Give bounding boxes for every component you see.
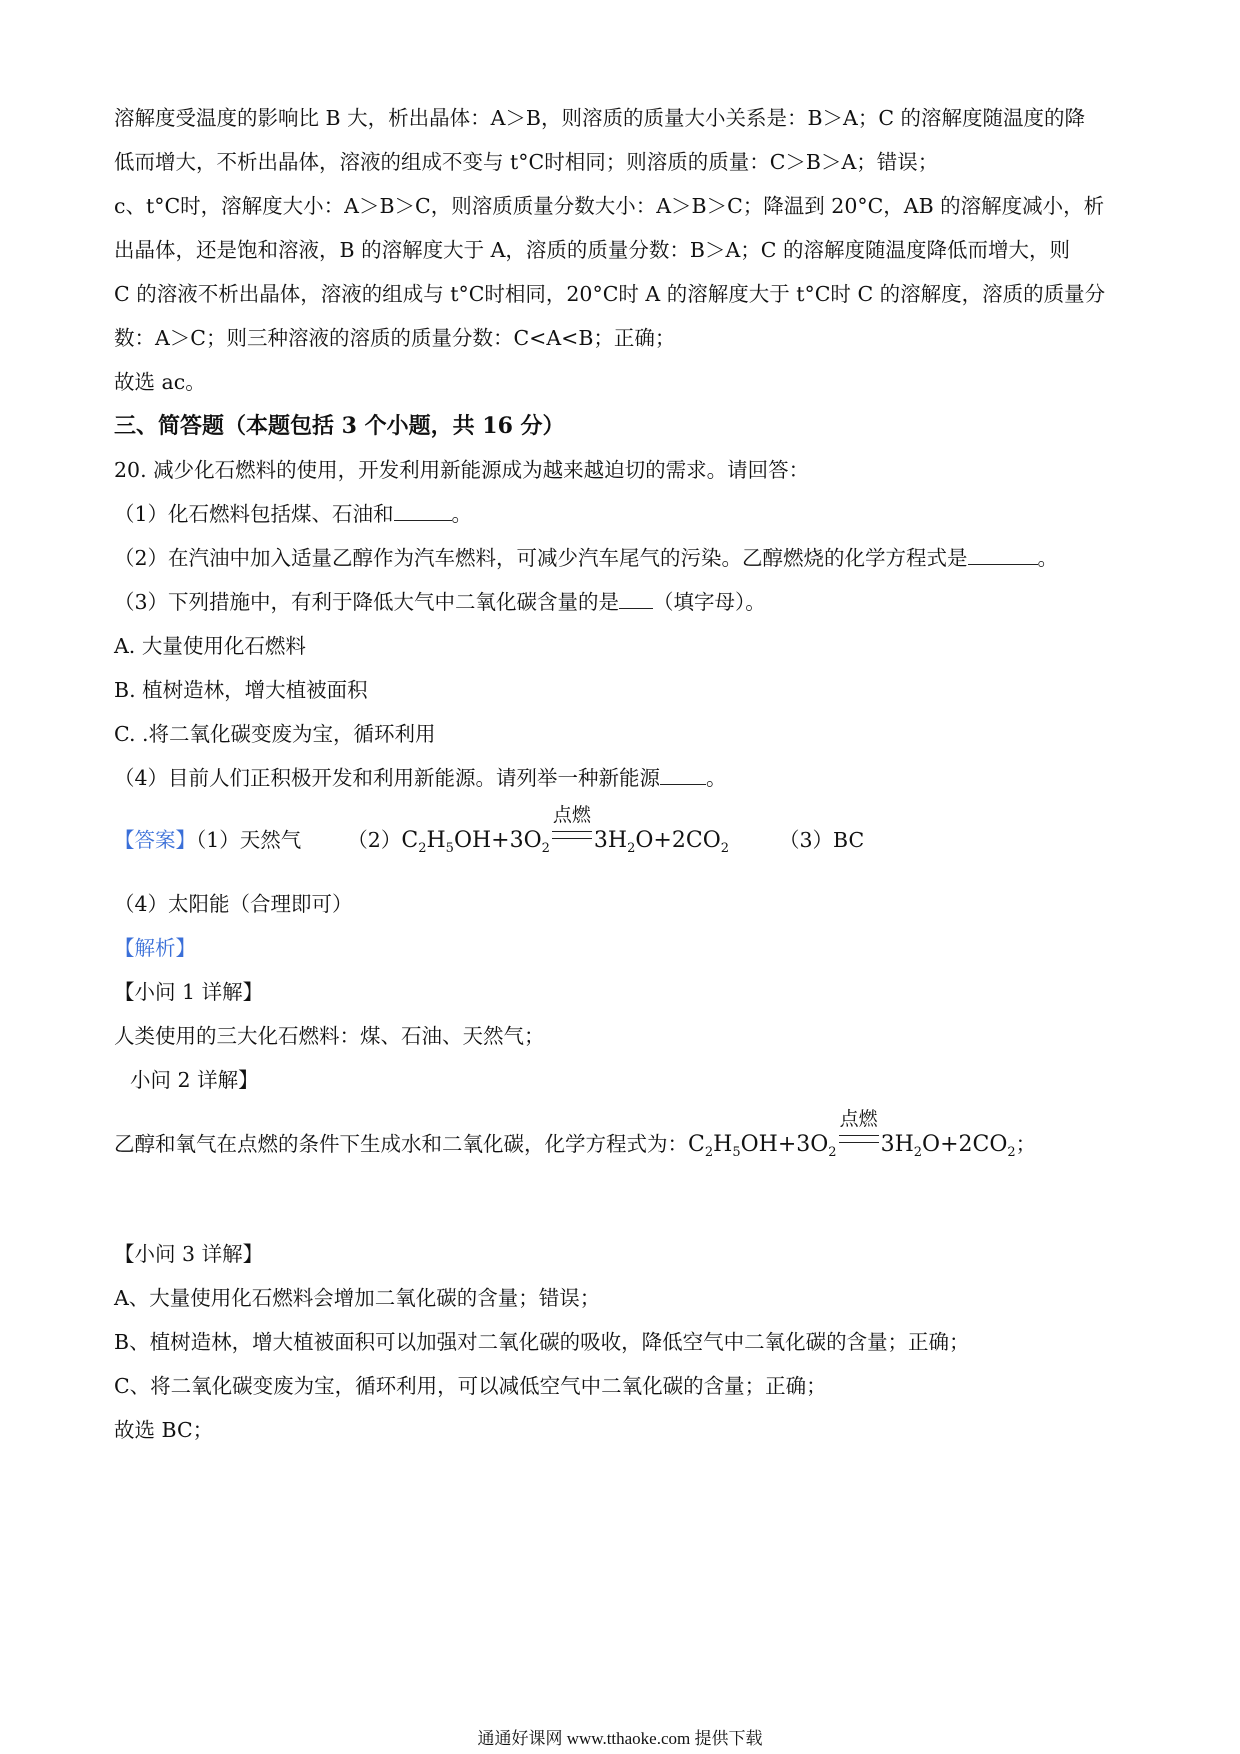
sub3-line-b: B、植树造林，增大植被面积可以加强对二氧化碳的吸收，降低空气中二氧化碳的含量；正确； bbox=[114, 1330, 970, 1354]
section-heading: 三、简答题（本题包括 3 个小题，共 16 分） bbox=[114, 413, 565, 439]
answer-tag: 【答案】 bbox=[114, 828, 196, 852]
page-footer: 通通好课网 www.tthaoke.com 提供下载 bbox=[477, 1729, 763, 1748]
option-a: A. 大量使用化石燃料 bbox=[114, 634, 306, 658]
text-line: 溶解度受温度的影响比 B 大，析出晶体：A＞B，则溶质的质量大小关系是：B＞A；C 的溶解度随温度的降 bbox=[114, 106, 1086, 130]
question-part-2: （2）在汽油中加入适量乙醇作为汽车燃料，可减少汽车尾气的污染。乙醇燃烧的化学方程式是 。 bbox=[114, 546, 1059, 570]
question-part-4: （4）目前人们正积极开发和利用新能源。请列举一种新能源 。 bbox=[114, 766, 727, 790]
question-stem: 20. 减少化石燃料的使用，开发利用新能源成为越来越迫切的需求。请回答： bbox=[114, 458, 810, 482]
sub-text-2: 乙醇和氧气在点燃的条件下生成水和二氧化碳，化学方程式为：$C_2H_5OH+3O_2$ 点燃 $3H_2O+2CO_2$； bbox=[114, 1108, 1037, 1160]
question-part-1: （1）化石燃料包括煤、石油和 。 bbox=[114, 502, 473, 526]
analysis-tag: 【解析】 bbox=[114, 936, 196, 960]
text-line: 低而增大，不析出晶体，溶液的组成不变与 t°C时相同；则溶质的质量：C＞B＞A；错误； bbox=[114, 150, 939, 174]
sub3-line-a: A、大量使用化石燃料会增加二氧化碳的含量；错误； bbox=[114, 1286, 601, 1310]
sub3-line-c: C、将二氧化碳变废为宝，循环利用，可以减低空气中二氧化碳的含量；正确； bbox=[114, 1374, 827, 1398]
sub-heading-2: 小问 2 详解】 bbox=[130, 1068, 259, 1092]
text-line: C 的溶液不析出晶体，溶液的组成与 t°C时相同，20°C时 A 的溶解度大于 t°C时 C 的溶解度，溶质的质量分 bbox=[114, 282, 1106, 306]
question-part-3: （3）下列措施中，有利于降低大气中二氧化碳含量的是 （填字母）。 bbox=[114, 590, 766, 614]
sub-text-1: 人类使用的三大化石燃料：煤、石油、天然气； bbox=[114, 1024, 545, 1048]
answer-part-4: （4）太阳能（合理即可） bbox=[114, 892, 353, 916]
text-line: 故选 ac。 bbox=[114, 370, 206, 394]
sub-heading-3: 【小问 3 详解】 bbox=[114, 1242, 264, 1266]
text-line: 出晶体，还是饱和溶液，B 的溶解度大于 A，溶质的质量分数：B＞A；C 的溶解度随温度降低而增大，则 bbox=[114, 238, 1070, 262]
option-c: C. .将二氧化碳变废为宝，循环利用 bbox=[114, 722, 436, 746]
answer-line: 【答案】（1）天然气 $(2)C_2H_5OH+3O_2$ 点燃 $3H_2O+2CO_2$ （3）BC bbox=[114, 804, 865, 856]
text-line: 数：A＞C；则三种溶液的溶质的质量分数：C<A<B；正确； bbox=[114, 326, 676, 350]
chemical-equation: $C_2H_5OH+3O_2$ 点燃 $3H_2O+2CO_2$ bbox=[401, 804, 730, 856]
sub-heading-1: 【小问 1 详解】 bbox=[114, 980, 264, 1004]
option-b: B. 植树造林，增大植被面积 bbox=[114, 678, 368, 702]
sub3-end: 故选 BC； bbox=[114, 1418, 214, 1442]
text-line: c、t°C时，溶解度大小：A＞B＞C，则溶质质量分数大小：A＞B＞C；降温到 20°C，AB 的溶解度减小，析 bbox=[114, 194, 1105, 218]
chemical-equation-2: $C_2H_5OH+3O_2$ 点燃 $3H_2O+2CO_2$ bbox=[688, 1108, 1016, 1160]
